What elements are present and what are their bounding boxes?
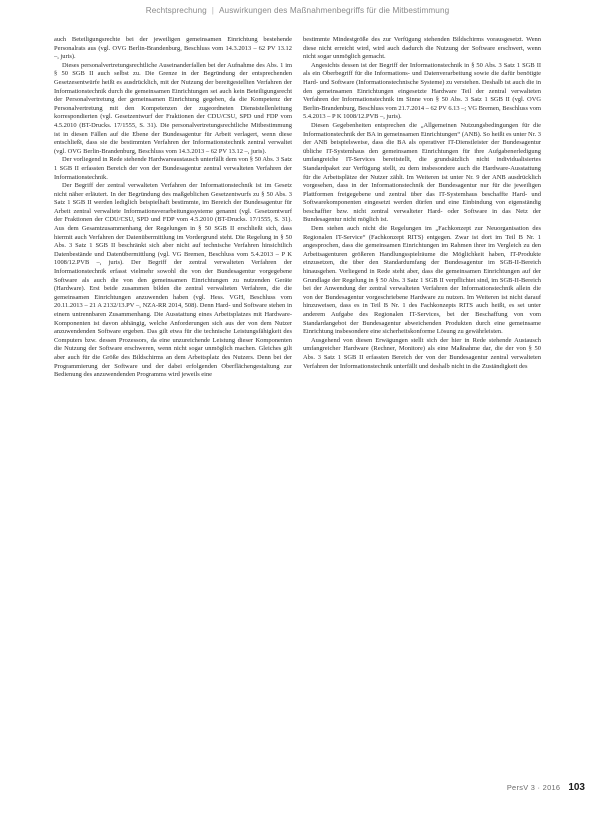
header-separator: | xyxy=(211,6,214,15)
page-number: 103 xyxy=(568,782,585,793)
right-column xyxy=(303,36,541,788)
paragraph: Dieses personalvertretungsrechtliche Auseinanderfallen bei der Aufnahme des Abs. 1 im § 50 SGB II auch selbst zu. Die Grenze in der Begründung der entsprechenden Gesetzesentwürfe heißt es ausdrücklich, mit der Nutzung der bereitgestellten Verfahren der Informationstechnik durch die gemeinsamen Einrichtungen sei auch kein Beteiligungsrecht der Personalvertretung der gemeinsamen Einrichtung gegeben, da die Kompetenz der Personalvertretung mit den Kompetenzen der zugeordneten Dienststellenleitung korrespondierten (vgl. Gesetzentwurf der Fraktionen der CDU/CSU, SPD und FDP vom 4.5.2010 (BT-Drucks. 17/1555, S. 31). Die personalvertretungsrechtliche Mitbestimmung ist in diesen Fällen auf die Ebene der Bundesagentur für Arbeit verlagert, wenn diese entschließt, dass sie die bestimmten Verfahren der Informationstechnik zentral verwaltet (vgl. OVG Berlin-Brandenburg, Beschluss vom 14.3.2013 – 62 PV 13.12 –, juris). xyxy=(54,61,292,155)
paragraph: Dem stehen auch nicht die Regelungen im „Fachkonzept zur Neuorganisation des Regionalen IT-Service“ (Fachkonzept RITS) entgegen. Zwar ist dort im Teil B Nr. 1 angesprochen, dass die gemeinsamen Einrichtungen im Rahmen ihrer im Vergleich zu den Arbeitsagenturen größeren Handlungsspielräume die Möglichkeit haben, IT-Produkte einzusetzen, die über den Standardumfang der Bundesagentur im SGB-II-Bereich hinausgehen. Vorliegend in Rede steht aber, dass die gemeinsamen Einrichtungen auf der Grundlage der Regelung in § 50 Abs. 3 Satz 1 SGB II verpflichtet sind, im SGB-II-Bereich bei der Anwendung der zentral verwalteten Verfahren der Informationstechnik allein die von der Bundesagentur vorgeschriebene Hardware zu nutzen. Im Weiteren ist nicht darauf hinzuweisen, dass es in Teil B Nr. 1 des Fachkonzepts RITS auch heißt, es sei unter anderem Aufgabe des Regionalen IT-Services, bei der Beschaffung von vom Standardangebot der Bundesagentur abweichenden Produkten durch eine gemeinsame Einrichtung insbesondere eine sicherheitskonforme Lösung zu gewährleisten. xyxy=(303,225,541,336)
left-column xyxy=(54,36,292,788)
paragraph: Diesen Gegebenheiten entsprechen die „Allgemeinen Nutzungsbedingungen für die Informationstechnik der BA in gemeinsamen Einrichtungen“ (ANB). So heißt es unter Nr. 3 der ANB beispielsweise, dass die BA als operativer IT-Dienstleister der Bundesagentur übliche IT-Systemhaus den gemeinsamen Einrichtungen für ihre Aufgabenerledigung umfangreiche IT-Services bereitstellt, die grundsätzlich nicht individualisiertes Standardpaket zur Verfügung stellt, zu dem insbesondere auch die Hardware-Ausstattung für die Arbeitsplätze der Nutzer zählt. Im Weiteren ist unter Nr. 9 der ANB ausdrücklich vorgesehen, dass in der Informationstechnik der Bundesagentur nur für die jeweiligen Plattformen freigegebene und zentral über das IT-Systemhaus beschaffte Hard- und Softwarekomponenten eingesetzt werden dürfen und eine Einbindung von eigenständig beschaffter bzw. nicht zentral verwalteter Hard- oder Software in das Netz der Bundesagentur nicht möglich ist. xyxy=(303,121,541,224)
running-head xyxy=(0,6,595,15)
page-footer xyxy=(507,782,585,793)
issue-label: PersV 3 · 2016 xyxy=(506,783,561,792)
paragraph: Der vorliegend in Rede stehende Hardwareaustausch unterfällt dem von § 50 Abs. 3 Satz 1 SGB II erfassten Bereich der von der Bundesagentur zentral verwalteten Verfahren der Informationstechnik. xyxy=(54,156,292,181)
section-label: Rechtsprechung xyxy=(145,6,207,15)
paragraph: auch Beteiligungsrechte bei der jeweiligen gemeinsamen Einrichtung bestehende Personalrats aus (vgl. OVG Berlin-Brandenburg, Beschluss vom 14.3.2013 – 62 PV 13.12 –, juris). xyxy=(54,36,292,61)
paragraph: Angesichts dessen ist der Begriff der Informationstechnik in § 50 Abs. 3 Satz 1 SGB II als ein Oberbegriff für die Informations- und Datenverarbeitung sowie die dafür benötigte Hard- und Software (Informationstechnische Systeme) zu verstehen. Deshalb ist auch die in den gemeinsamen Einrichtungen eingesetzte Hardware Teil der zentral verwalteten Verfahren der Informationstechnik im Sinne von § 50 Abs. 3 Satz 1 SGB II (vgl. OVG Berlin-Brandenburg, Beschluss vom 21.7.2014 – 62 PV 6.13 –; VG Bremen, Beschluss vom 5.4.2013 – P K 1008/12.PVB –, juris). xyxy=(303,61,541,121)
paragraph: bestimmte Mindestgröße des zur Verfügung stehenden Bildschirms vorausgesetzt. Wenn diese nicht erreicht wird, wird auch dadurch die Nutzung der Software erschwert, wenn nicht sogar unmöglich gemacht. xyxy=(303,36,541,61)
paragraph: Ausgehend von diesen Erwägungen stellt sich der hier in Rede stehende Austausch umfangreicher Hardware (Rechner, Monitore) als eine Maßnahme dar, die der von § 50 Abs. 3 Satz 1 SGB II erfassten Bereich der von der Bundesagentur zentral verwalteten Verfahren der Informationstechnik unterfällt und deshalb nicht in die Zuständigkeit des xyxy=(303,336,541,370)
article-title: Auswirkungen des Maßnahmenbegriffs für die Mitbestimmung xyxy=(219,6,450,15)
paragraph: Der Begriff der zentral verwalteten Verfahren der Informationstechnik ist im Gesetz nicht näher erläutert. In der Begründung des maßgeblichen Gesetzentwurfs zu § 50 Abs. 3 Satz 1 SGB II werden lediglich beispielhaft bestimmte, im Bereich der Bundesagentur für Arbeit zentral verwaltete Informationsverarbeitungssysteme genannt (vgl. Gesetzentwurf der Fraktionen der CDU/CSU, SPD und FDP vom 4.5.2010 (BT-Drucks. 17/1555, S. 31). Aus dem Gesamtzusammenhang der Regelungen in § 50 SGB II erschließt sich, dass hiermit auch Verfahren der Datenübermittlung im Vordergrund steht. Die Regelung in § 50 Abs. 3 Satz 1 SGB II beschränkt sich aber nicht auf technische Verfahren hinsichtlich Datenbestände und Datenübermittlung (vgl. VG Bremen, Beschluss vom 5.4.2013 – P K 1008/12.PVB –, juris). Der Begriff der zentral verwalteten Verfahren der Informationstechnik erfasst vielmehr sowohl die von der Bundesagentur vorgegebene Software als auch die von den gemeinsamen Einrichtungen zu nutzenden Geräte (Hardware). Erst beide zusammen bilden die zentral verwalteten Verfahren, die die gemeinsamen Einrichtungen anzuwenden haben (vgl. Hess. VGH, Beschluss vom 20.11.2013 – 21 A 2132/13.PV –, NZA-RR 2014, 508). Denn Hard- und Software stehen in einem untrennbaren Zusammenhang. Die Ausstattung eines Arbeitsplatzes mit Hardware-Komponenten ist davon abhängig, welche Anforderungen sich aus der von dem Nutzer anzuwendenden Software ergeben. Das gilt etwa für die technische Leistungsfähigkeit des Computers bzw. dessen Prozessors, da eine unzureichende Leistung dieser Komponenten die Nutzung der Software erschweren, wenn nicht sogar unmöglich machen. Gleiches gilt aber auch für die Größe des Bildschirms an dem Arbeitsplatz des Nutzers. Denn bei der Programmierung der Software und der dabei erfolgenden Oberflächengestaltung zur Bedienung des anzuwendenden Programms wird jeweils eine xyxy=(54,182,292,379)
